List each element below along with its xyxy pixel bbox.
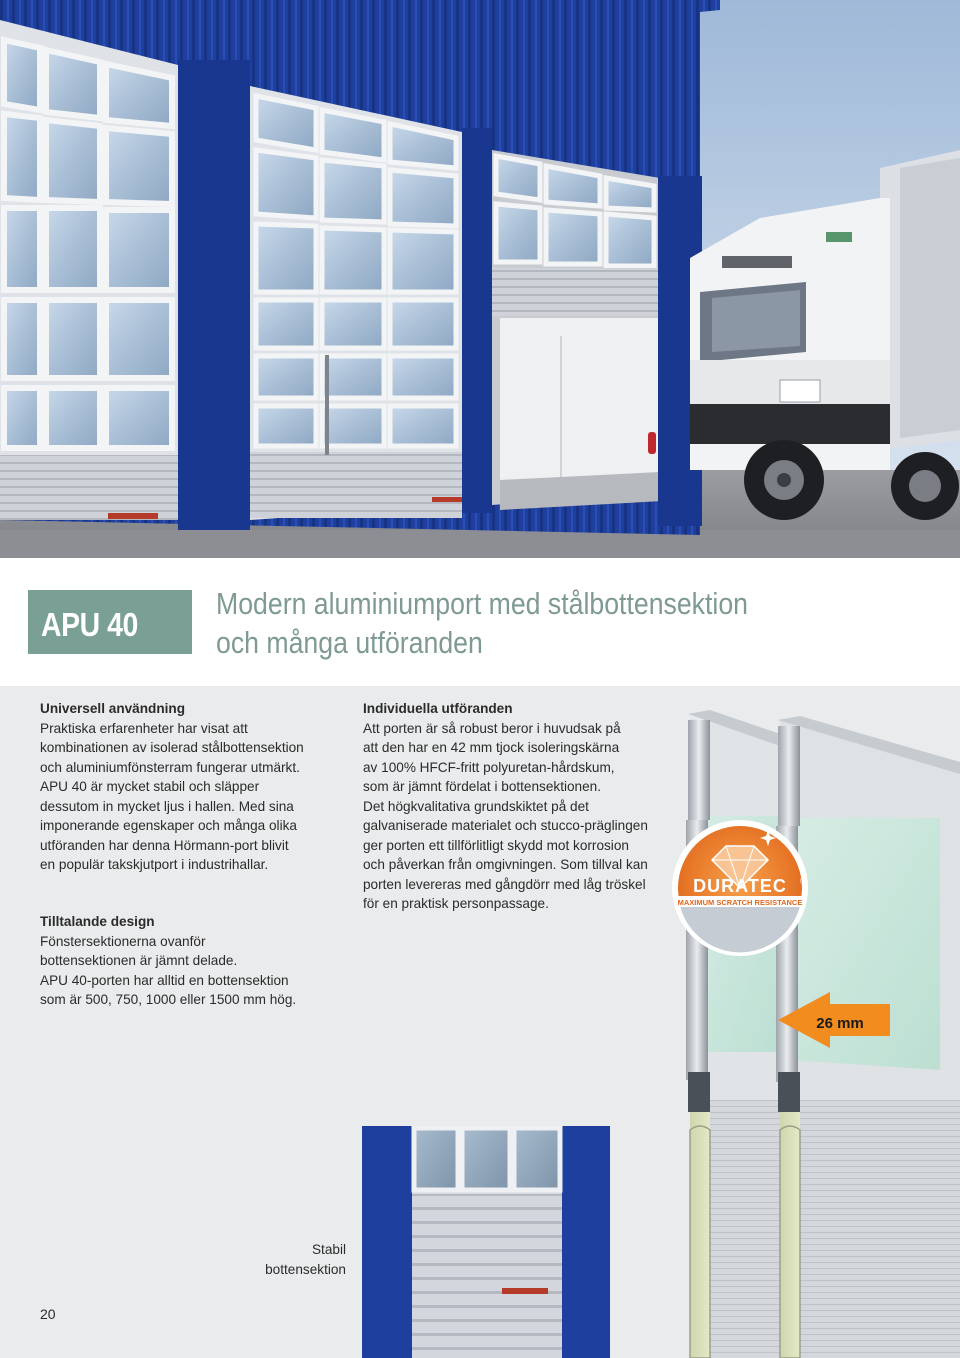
section-design [40, 912, 340, 1010]
badge-tagline: MAXIMUM SCRATCH RESISTANCE [677, 898, 803, 907]
bottom-section-photo [362, 1126, 610, 1358]
body-line: Att porten är så robust beror i huvudsak på [363, 720, 621, 736]
body-line: av 100% HFCF-fritt polyuretan-hårdskum, [363, 759, 615, 775]
section-heading: Tilltalande design [40, 914, 155, 929]
caption-line: Stabil [311, 1242, 346, 1257]
body-line: för en praktisk personpassage. [363, 896, 549, 911]
body-line: dessutom in mycket ljus i hallen. Med sina [40, 798, 294, 814]
model-name: APU 40 [41, 606, 138, 643]
page-title-line-2: och många utföranden [216, 625, 483, 660]
page-number: 20 [40, 1306, 56, 1322]
body-line: kombinationen av isolerad stålbottensektion [40, 740, 304, 755]
page-title [216, 584, 835, 662]
badge-brand: DURATEC [693, 876, 787, 896]
body-line: som är 500, 750, 1000 eller 1500 mm hög. [40, 992, 297, 1007]
section-heading: Individuella utföranden [363, 701, 513, 716]
body-line: imponerande egenskaper och många olika [40, 818, 297, 833]
section-universal [40, 699, 340, 875]
caption-line: bottensektion [265, 1261, 346, 1277]
body-line: Praktiska erfarenheter har visat att [40, 720, 248, 736]
body-line: Det högkvalitativa grundskiktet på det [363, 798, 589, 814]
model-tag [28, 590, 192, 654]
body-line: och aluminiumfönsterram fungerar utmärkt. [40, 759, 300, 775]
door-section-illustration [640, 700, 960, 1358]
section-individual [363, 699, 663, 914]
section-heading: Universell användning [40, 701, 186, 716]
badge-registered: ® [800, 876, 807, 886]
body-line: galvaniserade materialet och stucco-präglingen [363, 818, 648, 833]
body-line: APU 40-porten har alltid en bottensektion [40, 972, 289, 988]
body-line: en populär takskjutport i industrihallar. [40, 857, 269, 872]
body-line: bottensektionen är jämnt delade. [40, 953, 238, 968]
body-line: att den har en 42 mm tjock isoleringskärna [363, 740, 620, 755]
title-band [0, 558, 960, 686]
hero-photo [0, 0, 960, 558]
body-line: porten levereras med gångdörr med låg tröskel [363, 876, 646, 892]
body-line: APU 40 är mycket stabil och släpper [40, 779, 260, 794]
body-line: utföranden har denna Hörmann-port blivit [40, 837, 289, 853]
body-line: ger porten ett tillförlitligt skydd mot korrosion [363, 837, 629, 853]
dimension-label: 26 mm [816, 1015, 864, 1032]
photo-caption [230, 1240, 346, 1279]
body-line: som är jämnt fördelat i bottensektionen. [363, 779, 602, 794]
body-line: och påverkan från omgivningen. Som tillval kan [363, 857, 648, 872]
page-title-line-1: Modern aluminiumport med stålbottensektion [216, 586, 748, 621]
body-line: Fönstersektionerna ovanför [40, 933, 206, 949]
